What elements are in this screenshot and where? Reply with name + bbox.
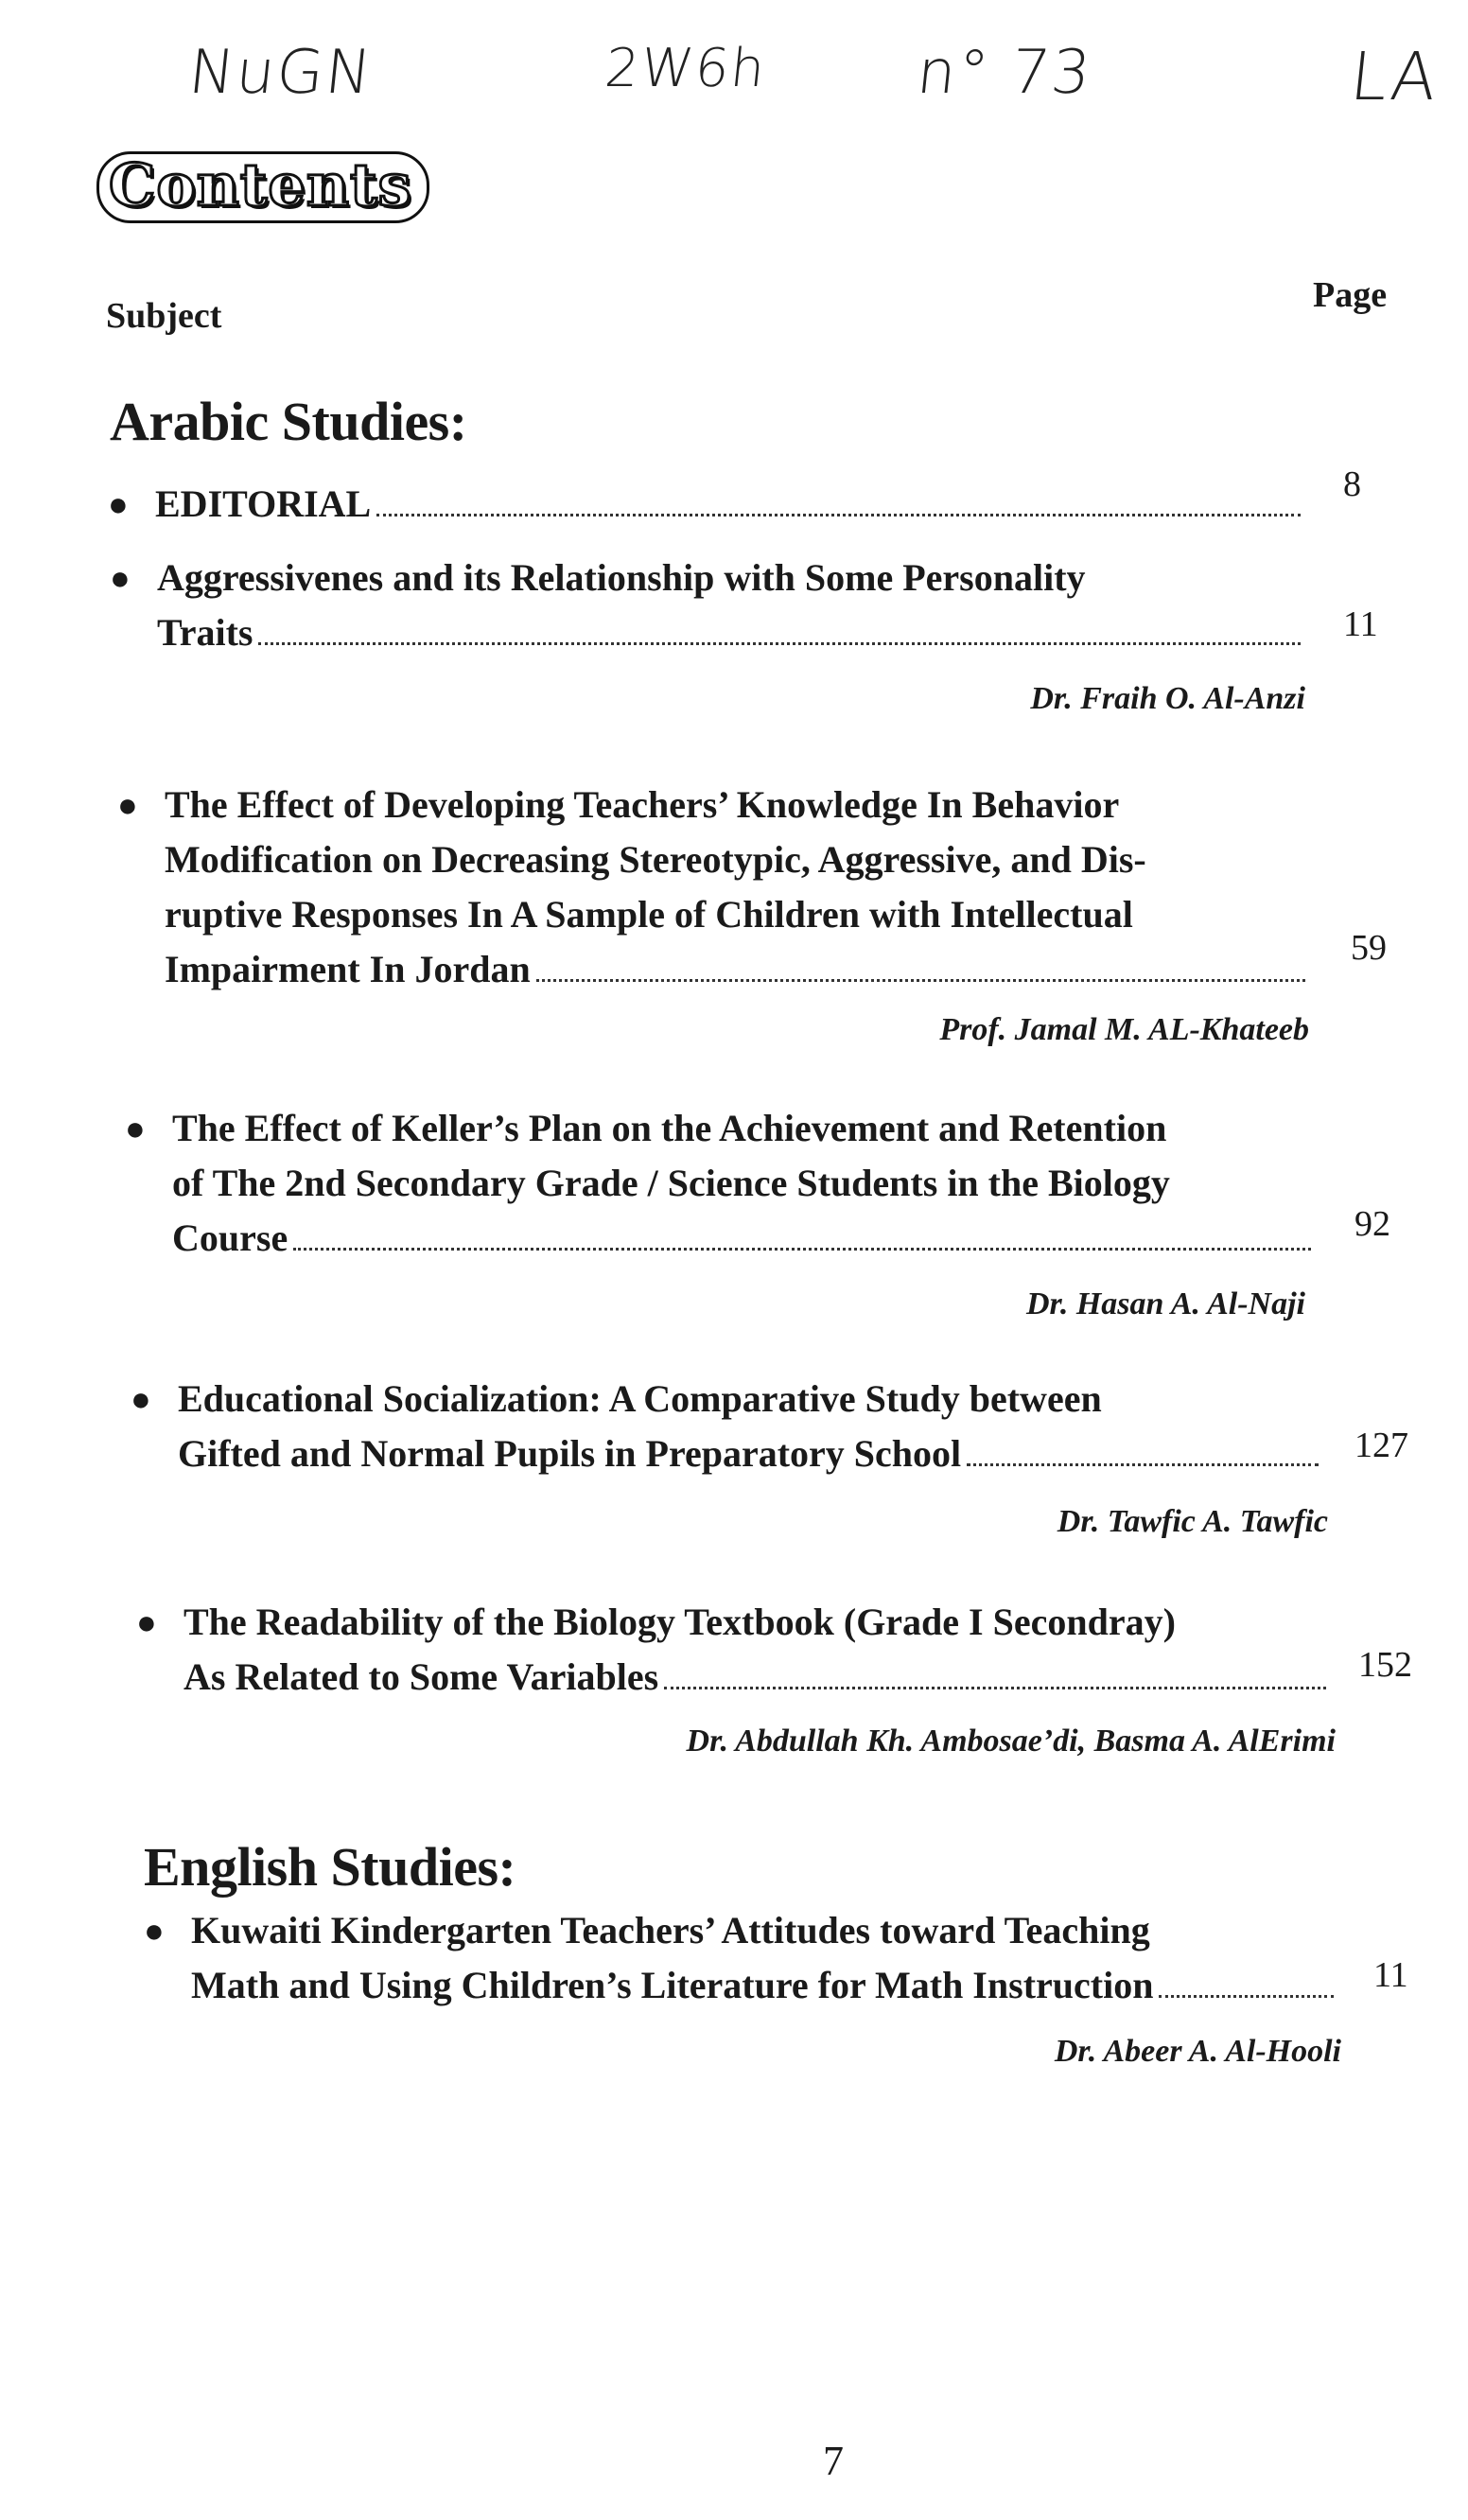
toc-entry (110, 551, 1304, 660)
entry-title-line: The Effect of Developing Teachers’ Knowledge In Behavior (165, 783, 1120, 826)
bullet-icon: ● (117, 786, 138, 824)
toc-entry (108, 477, 1304, 532)
entry-author: Dr. Abdullah Kh. Ambosae’di, Basma A. AlErimi (686, 1724, 1336, 1759)
entry-author: Dr. Fraih O. Al-Anzi (1030, 681, 1305, 716)
entry-page-number: 127 (1354, 1426, 1408, 1465)
entry-title-line: Gifted and Normal Pupils in Preparatory School (178, 1432, 962, 1475)
subject-column-label: Subject (106, 296, 222, 336)
entry-title-line: Math and Using Children’s Literature for Math Instruction (191, 1964, 1154, 2006)
dot-leader (967, 1463, 1319, 1466)
dot-leader (536, 979, 1305, 982)
section-heading-arabic: Arabic Studies: (110, 391, 467, 452)
contents-logo: Contents (96, 151, 429, 223)
entry-title-line: Impairment In Jordan (165, 948, 531, 990)
bullet-icon: ● (110, 559, 131, 597)
entry-title-line: Modification on Decreasing Stereotypic, Aggressive, and Dis- (165, 838, 1146, 881)
toc-entry (117, 778, 1309, 997)
toc-entry (136, 1595, 1330, 1705)
handwritten-note-1: NuGN (185, 38, 376, 108)
entry-author: Dr. Abeer A. Al-Hooli (1054, 2034, 1341, 2069)
entry-author: Dr. Tawfic A. Tawfic (1057, 1504, 1328, 1539)
dot-leader (258, 642, 1301, 645)
handwritten-note-4: LA (1346, 38, 1442, 115)
entry-title-line: ruptive Responses In A Sample of Children with Intellectual (165, 893, 1133, 936)
entry-title-line: Kuwaiti Kindergarten Teachers’ Attitudes toward Teaching (191, 1909, 1150, 1951)
page-number: 7 (823, 2438, 844, 2484)
entry-page-number: 59 (1351, 928, 1387, 968)
dot-leader (376, 514, 1301, 516)
entry-page-number: 11 (1343, 604, 1378, 644)
toc-entry (131, 1372, 1322, 1481)
bullet-icon: ● (108, 485, 129, 523)
toc-entry (125, 1101, 1315, 1266)
toc-entry (144, 1903, 1337, 2013)
bullet-icon: ● (136, 1603, 157, 1641)
entry-title-line: As Related to Some Variables (184, 1655, 659, 1698)
entry-title-line: The Effect of Keller’s Plan on the Achievement and Retention (172, 1107, 1167, 1149)
page-column-label: Page (1313, 275, 1388, 315)
entry-title-line: Aggressivenes and its Relationship with Some Personality (157, 556, 1086, 599)
entry-author: Prof. Jamal M. AL-Khateeb (939, 1012, 1309, 1047)
entry-title-line: EDITORIAL (155, 482, 372, 525)
bullet-icon: ● (125, 1110, 146, 1147)
entry-author: Dr. Hasan A. Al-Naji (1025, 1286, 1305, 1321)
entry-title-line: Educational Socialization: A Comparative Study between (178, 1377, 1102, 1420)
entry-page-number: 92 (1354, 1204, 1390, 1244)
entry-title-line: Traits (157, 611, 253, 654)
bullet-icon: ● (131, 1380, 151, 1418)
handwritten-note-2: 2W6h (602, 38, 770, 99)
dot-leader (664, 1687, 1326, 1689)
entry-title-line: of The 2nd Secondary Grade / Science Students in the Biology (172, 1162, 1170, 1204)
dot-leader (1159, 1995, 1334, 1998)
entry-page-number: 11 (1373, 1955, 1408, 1995)
bullet-icon: ● (144, 1912, 165, 1950)
handwritten-note-3: n° 73 (914, 38, 1096, 108)
entry-title-line: The Readability of the Biology Textbook (Grade I Secondray) (184, 1601, 1176, 1643)
dot-leader (293, 1248, 1311, 1251)
section-heading-english: English Studies: (144, 1836, 516, 1898)
entry-page-number: 152 (1358, 1645, 1412, 1685)
entry-page-number: 8 (1343, 464, 1361, 504)
entry-title-line: Course (172, 1216, 288, 1259)
